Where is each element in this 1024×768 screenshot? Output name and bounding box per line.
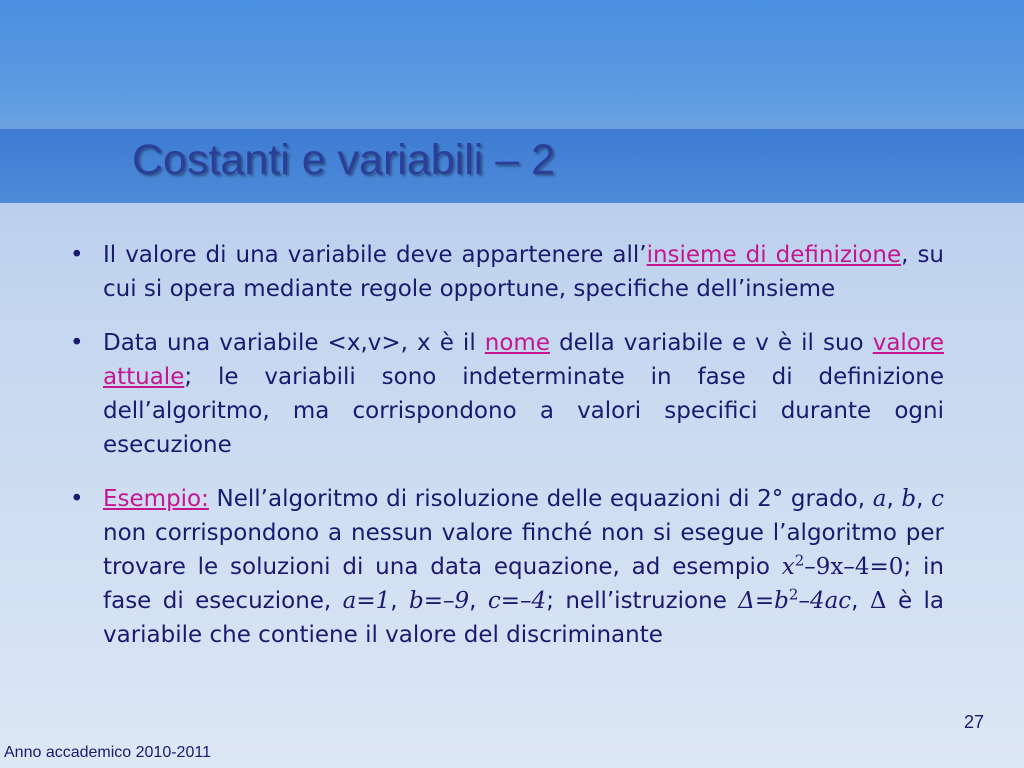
- bullet-text: ; in fase di esecuzione,: [103, 554, 944, 614]
- bullet-text: ; le variabili sono indeterminate in fase di definizione dell’algoritmo, ma corrispondono a valori specifici durante ogni esecuzione: [103, 364, 944, 458]
- bullet-text: Nell’algoritmo di risoluzione delle equazioni di 2: [208, 486, 772, 512]
- discriminant-exponent: 2: [788, 585, 799, 604]
- bullet-text: , su cui si opera mediante regole opportune, specifiche dell’insieme: [103, 242, 945, 302]
- bullet-dot-icon: •: [70, 242, 84, 268]
- bullet-text: ,: [916, 486, 932, 512]
- header-band: [0, 0, 1024, 128]
- bullet-list: [60, 238, 944, 652]
- bullet-text: ; nell’istruzione: [546, 588, 739, 614]
- bullet-item-2: [60, 326, 944, 462]
- discriminant-rhs: –4ac: [798, 588, 852, 614]
- bullet-text: grado,: [783, 486, 873, 512]
- page-number: 27: [963, 712, 984, 732]
- assignment-b: b=–9: [409, 588, 470, 614]
- equation-x: x: [781, 554, 795, 580]
- bullet-text: ,: [886, 486, 902, 512]
- highlight-esempio: Esempio:: [103, 486, 209, 512]
- math-var-b: b: [901, 486, 917, 512]
- bullet-text: è la variabile che contiene il valore del discriminante: [103, 588, 945, 648]
- bullet-dot-icon: •: [70, 486, 84, 512]
- highlight-insieme-di-definizione: insieme di definizione: [646, 242, 902, 268]
- bullet-item-1: [60, 238, 944, 306]
- footer-academic-year: Anno accademico 2010-2011: [4, 744, 211, 761]
- assignment-c: c=–4: [487, 588, 547, 614]
- bullet-text: Il valore di una variabile deve appartenere all’: [103, 242, 647, 268]
- math-var-a: a: [872, 486, 887, 512]
- degree-symbol: °: [771, 486, 784, 512]
- equation-exponent: 2: [794, 551, 805, 570]
- bullet-text: Data una variabile <x,v>, x è il: [103, 330, 485, 356]
- bullet-text: ,: [469, 588, 488, 614]
- bullet-text: non corrispondono a nessun valore finché non si esegue l’algoritmo per trovare le soluzioni di una data equazione, ad esempio: [103, 520, 944, 580]
- bullet-text: ,: [390, 588, 410, 614]
- discriminant-lhs: Δ=b: [738, 588, 789, 614]
- assignment-a: a=1: [342, 588, 391, 614]
- bullet-text: della variabile e v è il suo: [550, 330, 873, 356]
- bullet-text: ,: [851, 588, 870, 614]
- math-var-c: c: [931, 486, 944, 512]
- delta-symbol: Δ: [869, 588, 887, 614]
- bullet-dot-icon: •: [70, 330, 84, 356]
- slide-title: Costanti e variabili – 2: [132, 136, 556, 184]
- highlight-valore-attuale: valore attuale: [103, 330, 944, 390]
- equation-rest: –9x–4=0: [804, 554, 904, 580]
- bullet-item-3: [60, 482, 944, 652]
- highlight-nome: nome: [484, 330, 550, 356]
- slide-content: [60, 238, 944, 672]
